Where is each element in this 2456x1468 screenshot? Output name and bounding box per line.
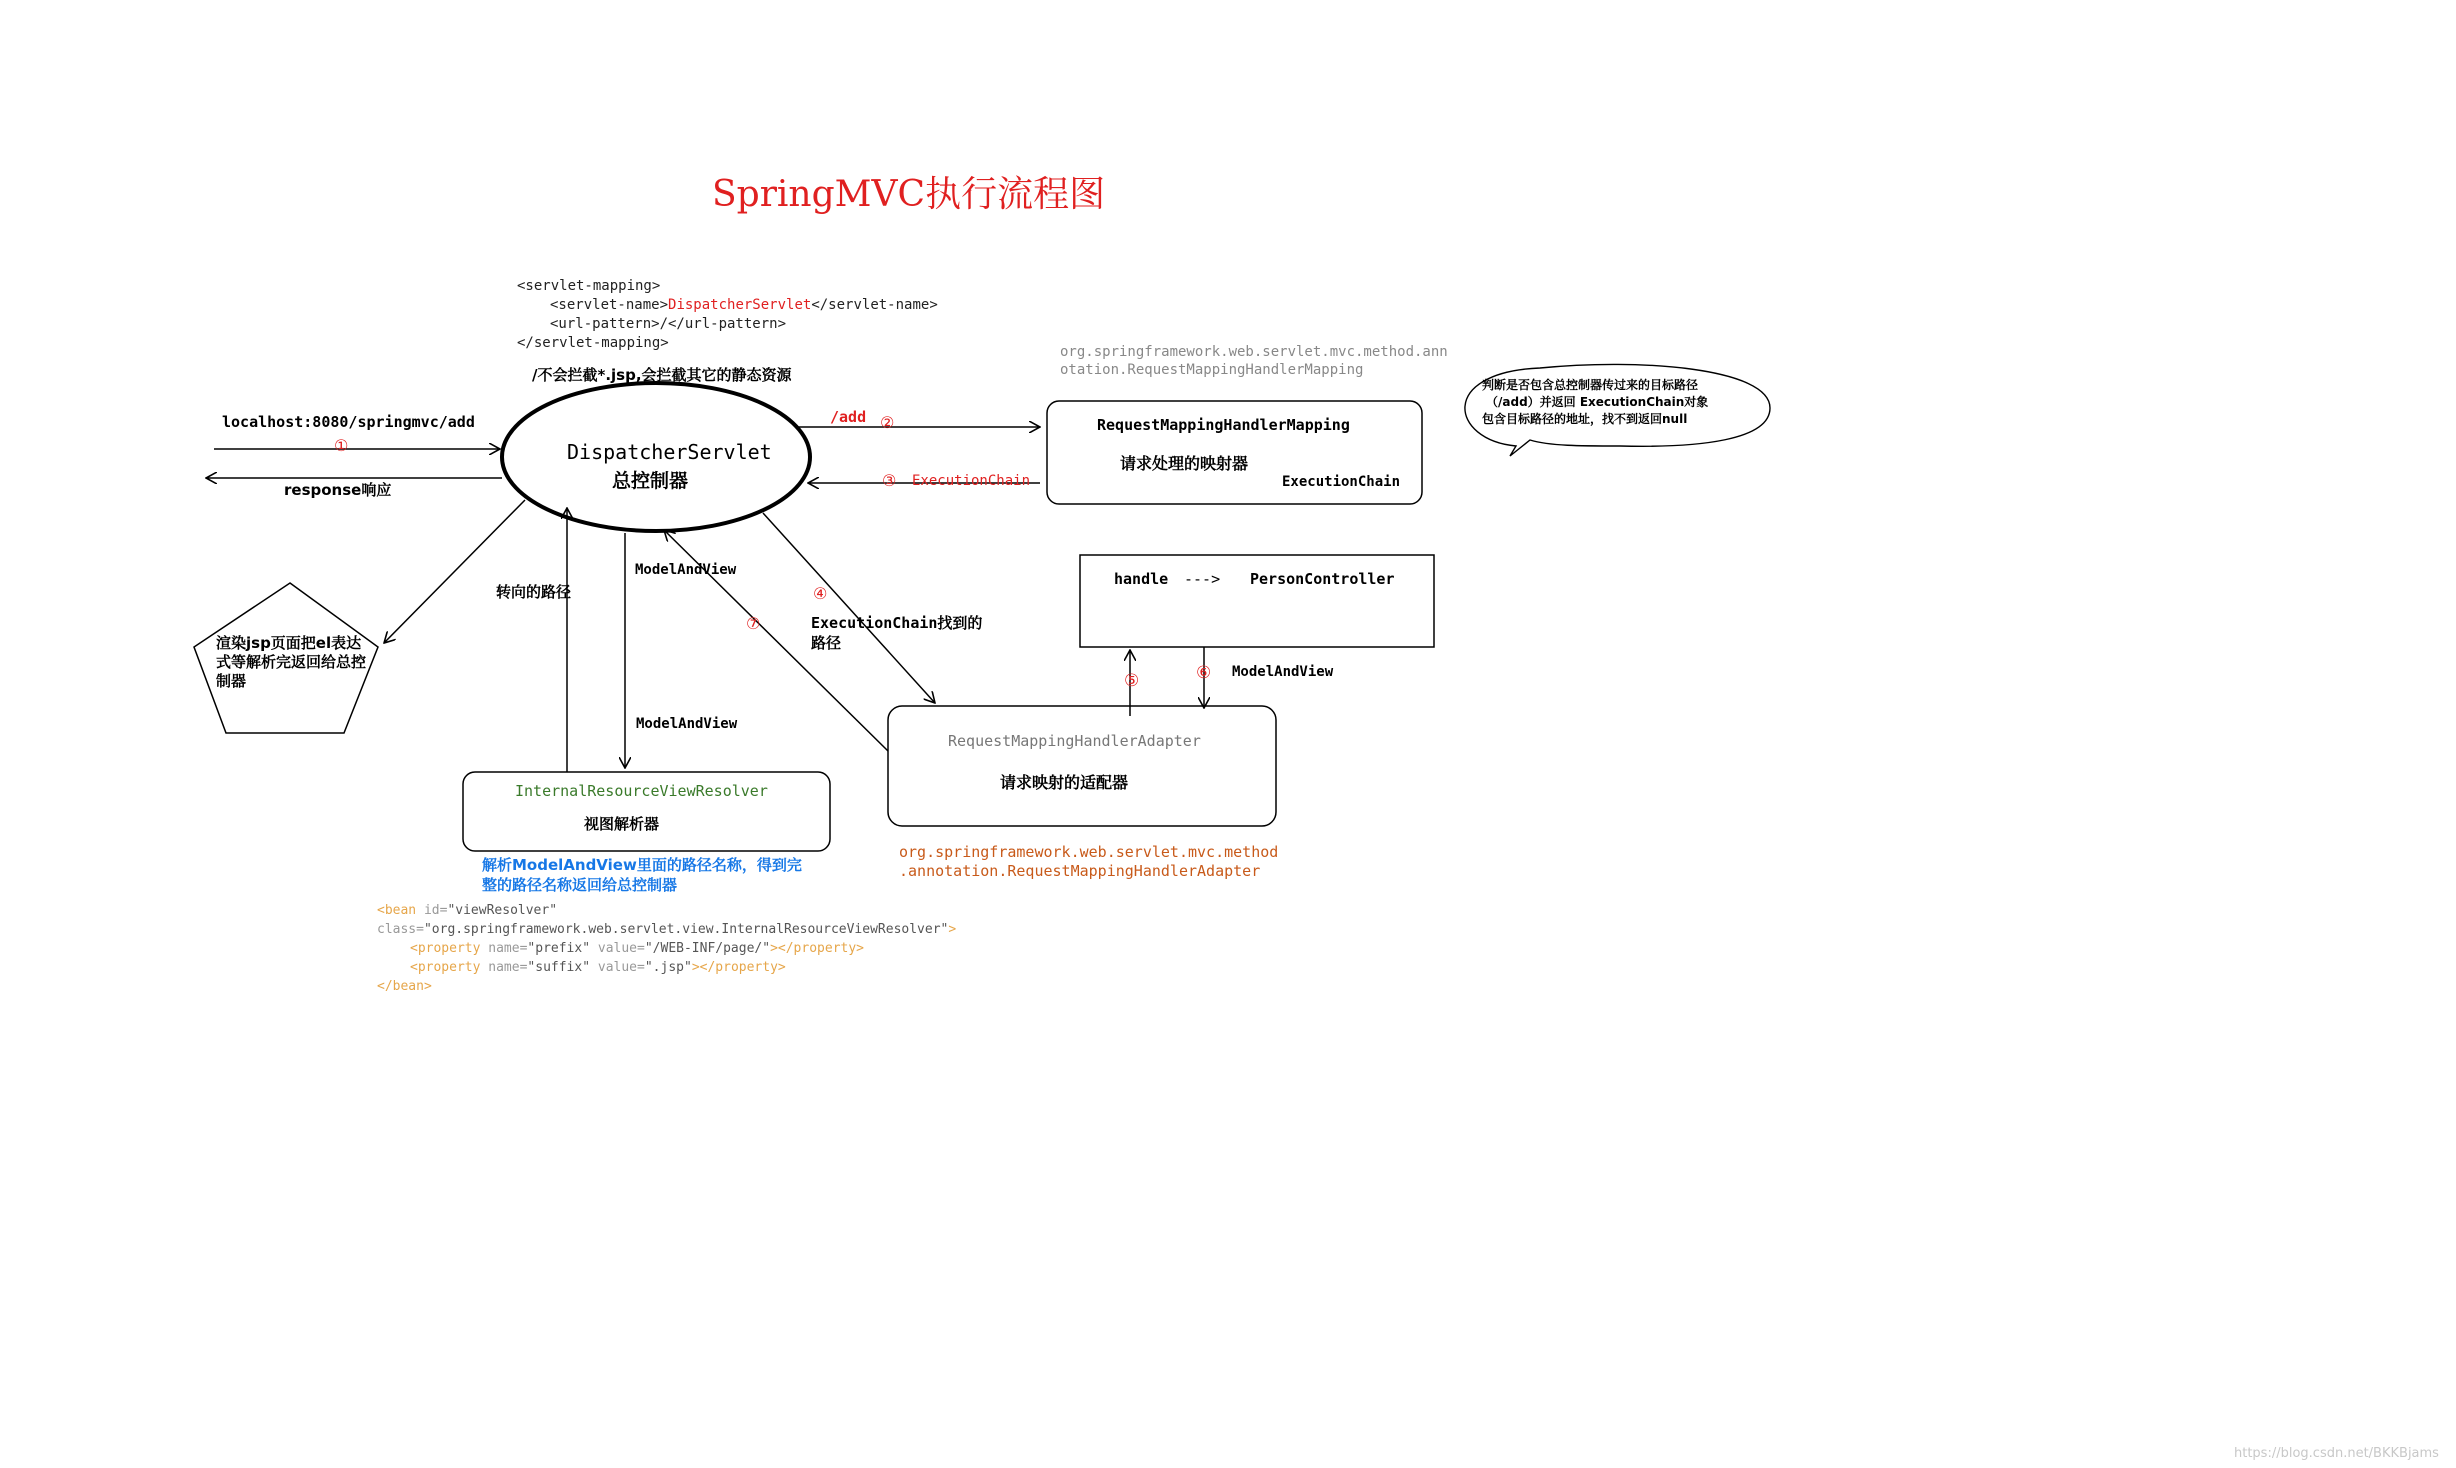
bean-xml-line-3: <property name="prefix" value="/WEB-INF/page/"></property>: [410, 941, 864, 956]
servlet-name-close: </servlet-name>: [811, 297, 938, 313]
handler-adapter-box: [888, 706, 1276, 826]
step5-marker: ⑤: [1124, 671, 1140, 691]
servlet-name-value: DispatcherServlet: [668, 297, 812, 313]
step4-marker: ④: [813, 584, 828, 603]
handler-mapping-chain: ExecutionChain: [1282, 474, 1401, 490]
step2-label: /add: [830, 408, 867, 426]
resolver-note-1: 解析ModelAndView里面的路径名称，得到完: [482, 856, 802, 874]
request-url: localhost:8080/springmvc/add: [222, 413, 475, 431]
handler-mapping-package-1: org.springframework.web.servlet.mvc.method.ann: [1060, 344, 1448, 360]
url-pattern-line: <url-pattern>/</url-pattern>: [550, 316, 787, 332]
diagram-title: SpringMVC执行流程图: [712, 174, 1106, 215]
person-controller-label: PersonController: [1250, 570, 1395, 588]
step7-marker: ⑦: [746, 614, 761, 633]
render-line-3: 制器: [216, 672, 247, 690]
servlet-name-open: <servlet-name>: [550, 297, 669, 313]
adapter-package-1: org.springframework.web.servlet.mvc.method: [899, 843, 1279, 861]
step6-label: ModelAndView: [1232, 664, 1334, 680]
step3-label: ExecutionChain: [912, 473, 1031, 489]
bean-xml-line-2: class="org.springframework.web.servlet.view.InternalResourceViewResolver">: [377, 922, 957, 937]
bubble-line-2: （/add）并返回 ExecutionChain对象: [1486, 395, 1709, 409]
step1-marker: ①: [334, 436, 349, 455]
step3-marker: ③: [882, 471, 897, 490]
handle-arrow-text: --->: [1184, 570, 1221, 588]
step2-marker: ②: [880, 413, 895, 432]
servlet-note: /不会拦截*.jsp,会拦截其它的静态资源: [532, 366, 792, 384]
handler-mapping-package-2: otation.RequestMappingHandlerMapping: [1060, 362, 1364, 378]
handle-label: handle: [1114, 570, 1169, 588]
watermark: https://blog.csdn.net/BKKBjams: [2234, 1446, 2439, 1461]
bubble-line-1: 判断是否包含总控制器传过来的目标路径: [1482, 378, 1699, 392]
mav-down-label: ModelAndView: [636, 716, 738, 732]
step4-arrow: [763, 513, 935, 703]
render-arrow: [384, 500, 525, 643]
render-line-2: 式等解析完返回给总控: [216, 653, 367, 671]
bean-xml-line-5: </bean>: [377, 979, 432, 994]
resolver-subtitle: 视图解析器: [584, 815, 660, 833]
servlet-mapping-close: </servlet-mapping>: [517, 335, 669, 351]
forward-path-label: 转向的路径: [496, 583, 572, 601]
handler-mapping-subtitle: 请求处理的映射器: [1120, 454, 1249, 473]
adapter-package-2: .annotation.RequestMappingHandlerAdapter: [899, 862, 1261, 880]
step4-label-1: ExecutionChain找到的: [811, 614, 983, 632]
servlet-mapping-open: <servlet-mapping>: [517, 278, 661, 294]
bean-xml-line-4: <property name="suffix" value=".jsp"></property>: [410, 960, 786, 975]
handler-mapping-name: RequestMappingHandlerMapping: [1097, 416, 1350, 434]
handle-box: [1080, 555, 1434, 647]
adapter-name: RequestMappingHandlerAdapter: [948, 732, 1201, 750]
adapter-subtitle: 请求映射的适配器: [1000, 773, 1129, 792]
dispatcher-name: DispatcherServlet: [567, 440, 772, 464]
render-line-1: 渲染jsp页面把el表达: [216, 634, 362, 652]
dispatcher-subtitle: 总控制器: [612, 470, 689, 492]
resolver-note-2: 整的路径名称返回给总控制器: [482, 876, 678, 894]
resolver-name: InternalResourceViewResolver: [515, 782, 768, 800]
bean-xml-line-1: <bean id="viewResolver": [377, 903, 558, 918]
response-label: response响应: [284, 481, 392, 499]
mav-top-label: ModelAndView: [635, 562, 737, 578]
servlet-name-line: [550, 297, 938, 315]
step6-marker: ⑥: [1196, 663, 1212, 683]
bubble-line-3: 包含目标路径的地址，找不到返回null: [1482, 412, 1688, 426]
step4-label-2: 路径: [811, 634, 842, 652]
